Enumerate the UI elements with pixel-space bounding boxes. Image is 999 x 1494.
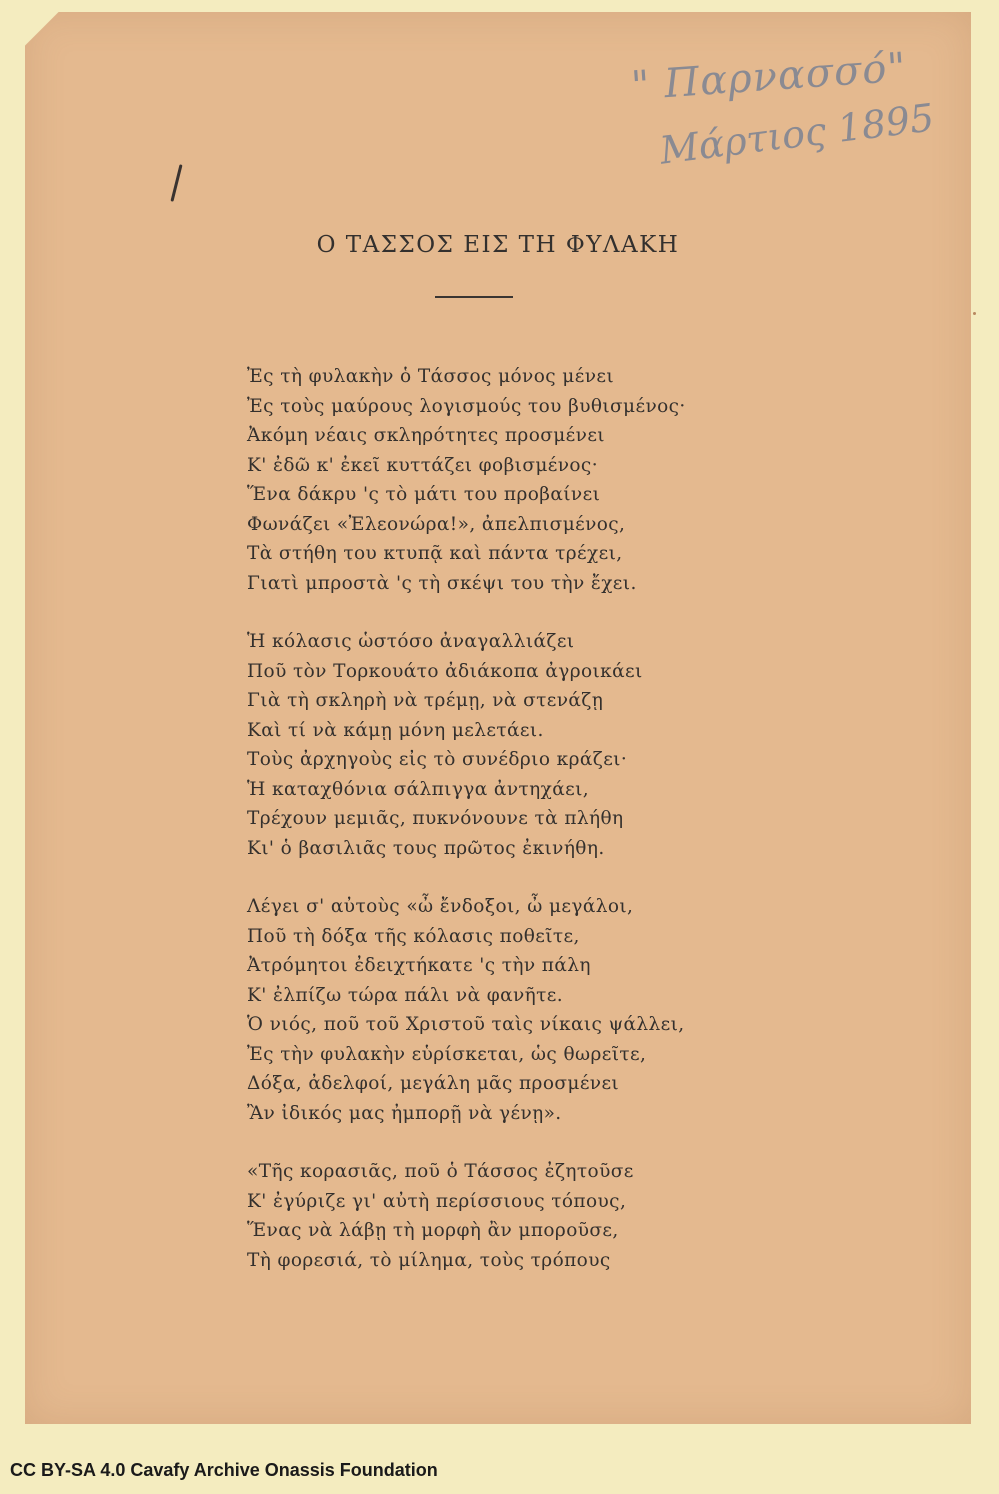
- poem-line: Γιατὶ μπροστὰ 'ς τὴ σκέψι του τὴν ἔχει.: [247, 572, 637, 594]
- poem-line: Φωνάζει «Ἐλεονώρα!», ἀπελπισμένος,: [247, 513, 626, 535]
- poem-body: [247, 362, 686, 1304]
- manuscript-page: [25, 12, 971, 1424]
- handwritten-annotation-title: " Παρνασσό": [629, 44, 909, 110]
- poem-line: Ἀτρόμητοι ἐδειχτήκατε 'ς τὴν πάλη: [247, 955, 591, 976]
- poem-line: «Τῆς κορασιᾶς, ποῦ ὁ Τάσσος ἐζητοῦσε: [247, 1161, 634, 1182]
- poem-line: Τοὺς ἀρχηγοὺς εἰς τὸ συνέδριο κράζει·: [247, 749, 628, 770]
- poem-line: Τρέχουν μεμιᾶς, πυκνόνουνε τὰ πλήθη: [247, 808, 624, 829]
- poem-line: Ὁ νιός, ποῦ τοῦ Χριστοῦ ταὶς νίκαις ψάλλει,: [247, 1014, 685, 1035]
- poem-line: Κ' ἐλπίζω τώρα πάλι νὰ φανῆτε.: [247, 984, 564, 1006]
- poem-line: Ἐς τὴν φυλακὴν εὑρίσκεται, ὡς θωρεῖτε,: [247, 1043, 647, 1065]
- stanza-1: [247, 362, 686, 598]
- handwritten-annotation-date: Μάρτιος 1895: [657, 95, 937, 173]
- poem-line: Καὶ τί νὰ κάμῃ μόνη μελετάει.: [247, 719, 544, 741]
- poem-line: Ἕνας νὰ λάβῃ τὴ μορφὴ ἂν μποροῦσε,: [247, 1220, 619, 1241]
- poem-line: Ποῦ τὸν Τορκουάτο ἀδιάκοπα ἀγροικάει: [247, 660, 643, 682]
- poem-line: Λέγει σ' αὐτοὺς «ὦ ἔνδοξοι, ὦ μεγάλοι,: [247, 896, 634, 917]
- poem-title: Ο ΤΑΣΣΟΣ ΕΙΣ ΤΗ ΦΥΛΑΚΗ: [316, 232, 680, 258]
- stanza-3: [247, 892, 686, 1128]
- poem-line: Κ' ἐγύριζε γι' αὐτὴ περίσσιους τόπους,: [247, 1190, 627, 1212]
- poem-line: Τὰ στήθη του κτυπᾷ καὶ πάντα τρέχει,: [247, 543, 623, 564]
- poem-line: Κι' ὁ βασιλιᾶς τους πρῶτος ἐκινήθη.: [247, 837, 605, 859]
- stanza-4: [247, 1157, 686, 1275]
- pencil-mark: [170, 164, 182, 202]
- poem-line: Γιὰ τὴ σκληρὴ νὰ τρέμῃ, νὰ στενάζῃ: [247, 690, 604, 711]
- poem-line: Τὴ φορεσιά, τὸ μίλημα, τοὺς τρόπους: [247, 1249, 611, 1271]
- poem-line: Δόξα, ἀδελφοί, μεγάλη μᾶς προσμένει: [247, 1073, 620, 1094]
- paper-speck: [973, 312, 976, 315]
- license-credit: CC BY-SA 4.0 Cavafy Archive Onassis Foundation: [10, 1460, 438, 1480]
- poem-line: Κ' ἐδῶ κ' ἐκεῖ κυττάζει φοβισμένος·: [247, 454, 598, 476]
- poem-line: Ἡ καταχθόνια σάλπιγγα ἀντηχάει,: [247, 778, 590, 800]
- poem-line: Ἐς τὴ φυλακὴν ὁ Τάσσος μόνος μένει: [247, 366, 614, 387]
- poem-line: Ἀκόμη νέαις σκληρότητες προσμένει: [247, 425, 605, 446]
- title-divider: [435, 296, 513, 298]
- poem-line: Ἡ κόλασις ὡστόσο ἀναγαλλιάζει: [247, 631, 575, 652]
- poem-line: Ἂν ἰδικός μας ἠμπορῇ νὰ γένῃ».: [247, 1102, 562, 1124]
- stanza-2: [247, 627, 686, 863]
- poem-line: Ἐς τοὺς μαύρους λογισμούς του βυθισμένος·: [247, 395, 686, 417]
- poem-line: Ἕνα δάκρυ 'ς τὸ μάτι του προβαίνει: [247, 484, 601, 505]
- poem-line: Ποῦ τὴ δόξα τῆς κόλασις ποθεῖτε,: [247, 925, 580, 947]
